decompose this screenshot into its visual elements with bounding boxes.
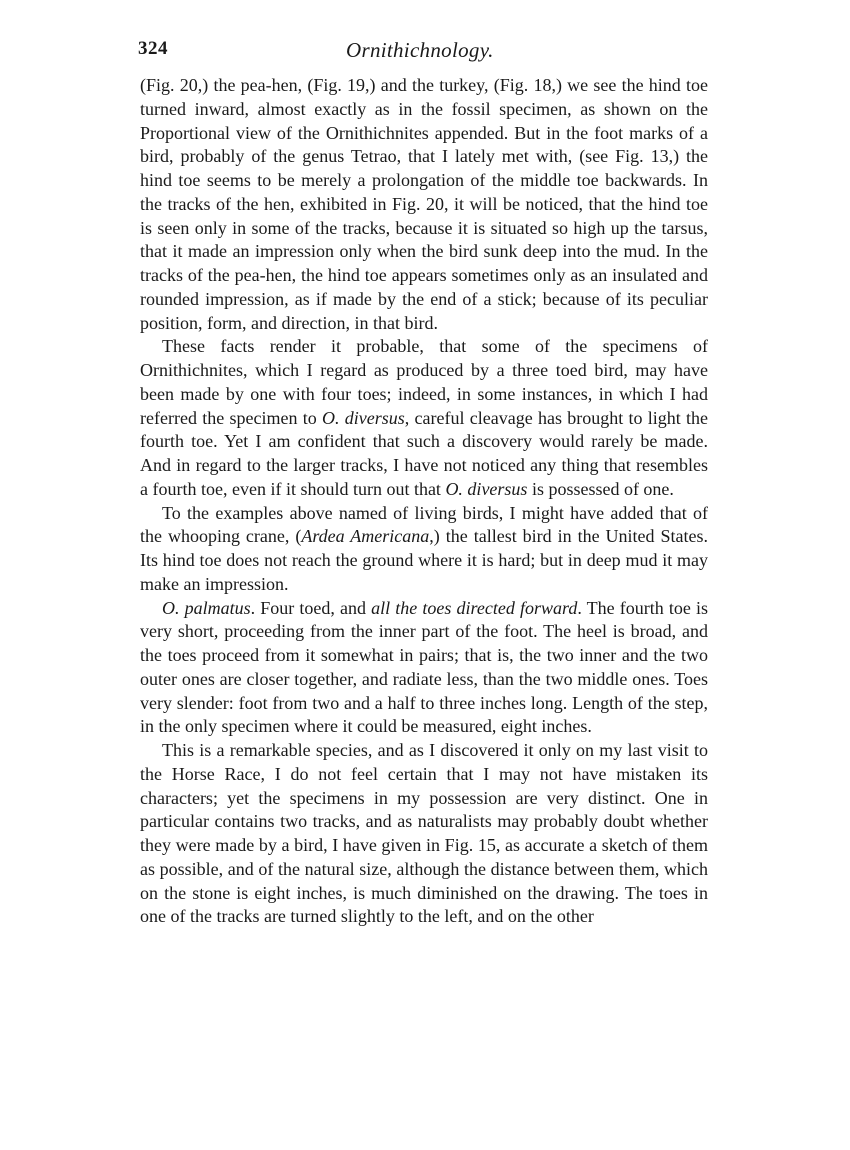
paragraph-4-text-b: . The fourth toe is very short, proceeding from the inner part of the foot. The heel is broad, and the toes proceed from it somewhat in pairs; that is, the two inner and the two outer ones are closer together, and radiate less, than the two middle ones. Toes very slender: foot from two and a half to three inches long. Length of the step, in the only specimen where it could be measured, eight inches. bbox=[140, 597, 708, 737]
paragraph-3-text-a: To the examples above named of living birds, I might have added that of the whooping crane, ( bbox=[140, 502, 708, 547]
species-name-ardea: Ardea Americana bbox=[301, 526, 430, 547]
paragraph-2 bbox=[140, 335, 708, 501]
paragraph-2-text-c: is possessed of one. bbox=[527, 478, 674, 499]
running-title: Ornithichnology. bbox=[346, 38, 494, 62]
species-name-diversus: O. diversus bbox=[321, 407, 405, 428]
species-name-diversus: O. diversus bbox=[445, 478, 528, 499]
paragraph-1-text: (Fig. 20,) the pea-hen, (Fig. 19,) and the turkey, (Fig. 18,) we see the hind toe turned inward, almost exactly as in the fossil specimen, as shown on the Proportional view of the Ornithichnites appended. But in the foot marks of a bird, probably of the genus Tetrao, that I lately met with, (see Fig. 13,) the hind toe seems to be merely a prolongation of the middle toe backwards. In the tracks of the hen, exhibited in Fig. 20, it will be noticed, that the hind toe is seen only in some of the tracks, because it is situated so high up the tarsus, that it made an impression only when the bird sunk deep into the mud. In the tracks of the pea-hen, the hind toe appears sometimes only as an insulated and rounded impression, as if made by the end of a stick; because of its peculiar position, form, and direction, in that bird. bbox=[140, 75, 708, 333]
book-page bbox=[140, 38, 708, 929]
species-name-palmatus: O. palmatus bbox=[162, 597, 251, 618]
paragraph-5 bbox=[140, 739, 708, 929]
paragraph-2-text-a: These facts render it probable, that some of the specimens of Ornithichnites, which I regard as produced by a three toed bird, may have been made by one with four toes; indeed, in some instances, in which I had referred the specimen to bbox=[140, 336, 708, 428]
paragraph-4-text-a: . Four toed, and bbox=[250, 597, 372, 618]
body-text bbox=[140, 74, 708, 929]
page-number: 324 bbox=[138, 38, 168, 59]
emphasis-toes-forward: all the toes directed forward bbox=[371, 597, 578, 618]
paragraph-5-text: This is a remarkable species, and as I discovered it only on my last visit to the Horse Race, I do not feel certain that I may not have mistaken its characters; yet the specimens in my possession are very distinct. One in particular contains two tracks, and as naturalists may probably doubt whether they were made by a bird, I have given in Fig. 15, as accurate a sketch of them as possible, and of the natural size, although the distance between them, which on the stone is eight inches, is much diminished on the drawing. The toes in one of the tracks are turned slightly to the left, and on the other bbox=[140, 740, 708, 927]
paragraph-3 bbox=[140, 502, 708, 597]
paragraph-3-text-b: ,) the tallest bird in the United States. Its hind toe does not reach the ground where it is hard; but in deep mud it may make an impression. bbox=[140, 526, 708, 594]
paragraph-4 bbox=[140, 597, 708, 740]
page-header bbox=[140, 38, 708, 74]
paragraph-2-text-b: , careful cleavage has brought to light the fourth toe. Yet I am confident that such a discovery would rarely be made. And in regard to the larger tracks, I have not noticed any thing that resembles a fourth toe, even if it should turn out that bbox=[140, 407, 708, 499]
paragraph-1 bbox=[140, 74, 708, 335]
